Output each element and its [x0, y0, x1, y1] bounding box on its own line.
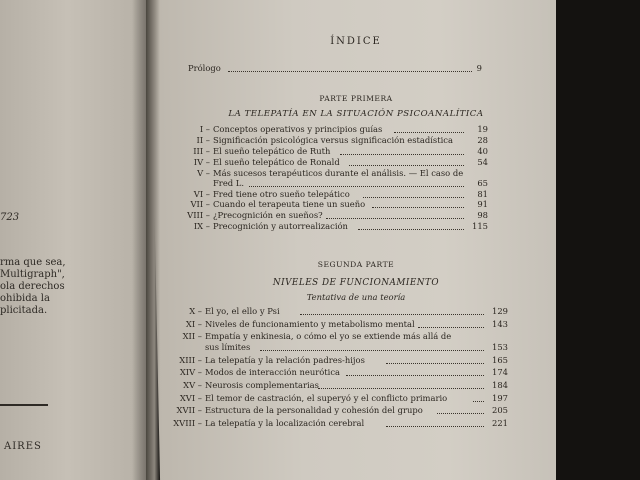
chapter-entry — [168, 331, 508, 352]
left-page-line: 723 — [0, 212, 20, 223]
chapter-number: XIV – — [179, 367, 202, 378]
chapter-title: El yo, el ello y Psi — [205, 306, 280, 316]
page-number: 91 — [477, 199, 488, 210]
index-title: ÍNDICE — [330, 36, 382, 47]
chapter-entry — [168, 393, 508, 404]
leader-dots — [326, 210, 464, 219]
leader-dots — [358, 221, 464, 230]
part-two-subtitle-2: Tentativa de una teoría — [306, 292, 406, 302]
chapter-number: XVI – — [179, 392, 202, 403]
chapter-entry — [186, 189, 488, 199]
page-number: 174 — [492, 367, 508, 378]
chapter-entry — [186, 157, 488, 167]
chapter-entry — [186, 221, 488, 231]
left-page-line: AIRES — [4, 441, 42, 452]
chapter-number: III – — [193, 145, 210, 156]
chapter-title-continued: sus límites — [205, 341, 251, 352]
left-page-line: ohibida la — [0, 293, 50, 304]
chapter-title: Modos de interacción neurótica — [205, 367, 341, 378]
chapter-number: X – — [189, 306, 202, 316]
leader-dots — [249, 178, 464, 187]
part-one-subtitle: LA TELEPATÍA EN LA SITUACIÓN PSICOANALÍTICA — [228, 109, 484, 119]
leader-dots — [346, 367, 485, 376]
chapter-entry — [168, 355, 508, 366]
page-number: 129 — [492, 306, 508, 316]
chapter-number: VII – — [190, 199, 210, 210]
leader-dots — [437, 405, 485, 414]
page-number: 221 — [492, 418, 508, 429]
chapter-number: XIII – — [179, 354, 202, 365]
leader-dots — [418, 319, 484, 328]
chapter-title-continued: Fred L. — [213, 177, 245, 188]
chapter-title: El sueño telepático de Ronald — [213, 156, 340, 167]
chapter-title: Neurosis complementarias — [205, 380, 319, 390]
page-number: 28 — [477, 134, 488, 145]
chapter-entry — [168, 380, 508, 391]
part-two-subtitle: NIVELES DE FUNCIONAMIENTO — [272, 278, 440, 288]
left-page-line: Multigraph", — [0, 269, 65, 280]
left-page-line: ola derechos — [0, 281, 65, 292]
chapter-number: V – — [197, 167, 210, 178]
leader-dots — [363, 189, 464, 198]
chapter-number: XII – — [182, 331, 202, 342]
chapter-number: VIII – — [187, 210, 210, 221]
chapter-title: Fred tiene otro sueño telepático — [213, 188, 350, 199]
page-number: 143 — [492, 318, 508, 329]
chapter-entry — [168, 306, 508, 317]
page-number: 98 — [477, 210, 488, 221]
part-two-label: SEGUNDA PARTE — [317, 260, 395, 269]
leader-dots — [394, 124, 464, 133]
leader-dots — [372, 199, 464, 208]
page-number: 153 — [492, 341, 508, 352]
chapter-title: Significación psicológica versus significación estadística — [213, 134, 453, 145]
page-number: 197 — [492, 392, 508, 403]
chapter-number: XVIII – — [173, 418, 202, 429]
chapter-title: Cuando el terapeuta tiene un sueño — [213, 199, 366, 210]
page-number: 9 — [476, 63, 482, 73]
page-number: 54 — [477, 156, 488, 167]
chapter-title: La telepatía y la relación padres-hijos — [205, 354, 365, 365]
page-number: 19 — [477, 124, 488, 134]
chapter-number: IX – — [193, 221, 210, 232]
left-page-line: rma que sea, — [0, 257, 66, 268]
chapter-title: Empatía y enkinesia, o cómo el yo se extiende más allá de — [205, 331, 452, 342]
chapter-entry — [186, 210, 488, 220]
chapter-entry — [168, 405, 508, 416]
chapter-title: ¿Precognición en sueños? — [213, 210, 323, 221]
chapter-number: XV – — [183, 380, 202, 390]
chapter-entry — [186, 135, 488, 145]
leader-dots — [386, 418, 484, 427]
chapter-title: Niveles de funcionamiento y metabolismo mental — [205, 318, 415, 329]
chapter-entry — [168, 367, 508, 378]
leader-dots — [349, 157, 464, 166]
chapter-number: II – — [196, 134, 210, 145]
chapter-title: Precognición y autorrealización — [213, 221, 348, 232]
leader-dots — [386, 355, 484, 364]
chapter-title: Conceptos operativos y principios guías — [213, 124, 383, 134]
chapter-entry — [186, 124, 488, 134]
page-number: 81 — [477, 188, 488, 199]
chapter-number: XVII – — [176, 405, 202, 416]
chapter-number: XI – — [185, 318, 202, 329]
page-number: 115 — [472, 221, 488, 232]
chapter-title: La telepatía y la localización cerebral — [205, 418, 365, 429]
chapter-number: IV – — [193, 156, 210, 167]
chapter-number: I – — [199, 124, 210, 134]
chapter-entry — [186, 146, 488, 156]
leader-dots — [300, 306, 484, 315]
part-one-label: PARTE PRIMERA — [319, 94, 393, 103]
chapter-entry — [186, 168, 488, 188]
prologue-entry — [188, 63, 488, 74]
leader-dots — [318, 380, 484, 389]
leader-dots — [228, 63, 472, 72]
leader-dots — [473, 393, 484, 402]
chapter-title: Estructura de la personalidad y cohesión del grupo — [205, 405, 423, 416]
prologue-label: Prólogo — [188, 63, 221, 73]
chapter-number: VI – — [193, 188, 210, 199]
leader-dots — [340, 146, 464, 155]
chapter-entry — [168, 319, 508, 330]
chapter-entry — [168, 418, 508, 429]
page-number: 65 — [477, 177, 488, 188]
chapter-entry — [186, 199, 488, 209]
left-page-line: plicitada. — [0, 305, 48, 316]
page-number: 184 — [492, 380, 508, 390]
chapter-title: Más sucesos terapéuticos durante el análisis. — El caso de — [213, 167, 464, 178]
chapter-title: El temor de castración, el superyó y el conflicto primario — [205, 392, 448, 403]
page-number: 205 — [492, 405, 508, 416]
page-number: 165 — [492, 354, 508, 365]
leader-dots — [260, 342, 484, 351]
page-number: 40 — [477, 145, 488, 156]
chapter-title: El sueño telepático de Ruth — [213, 145, 331, 156]
